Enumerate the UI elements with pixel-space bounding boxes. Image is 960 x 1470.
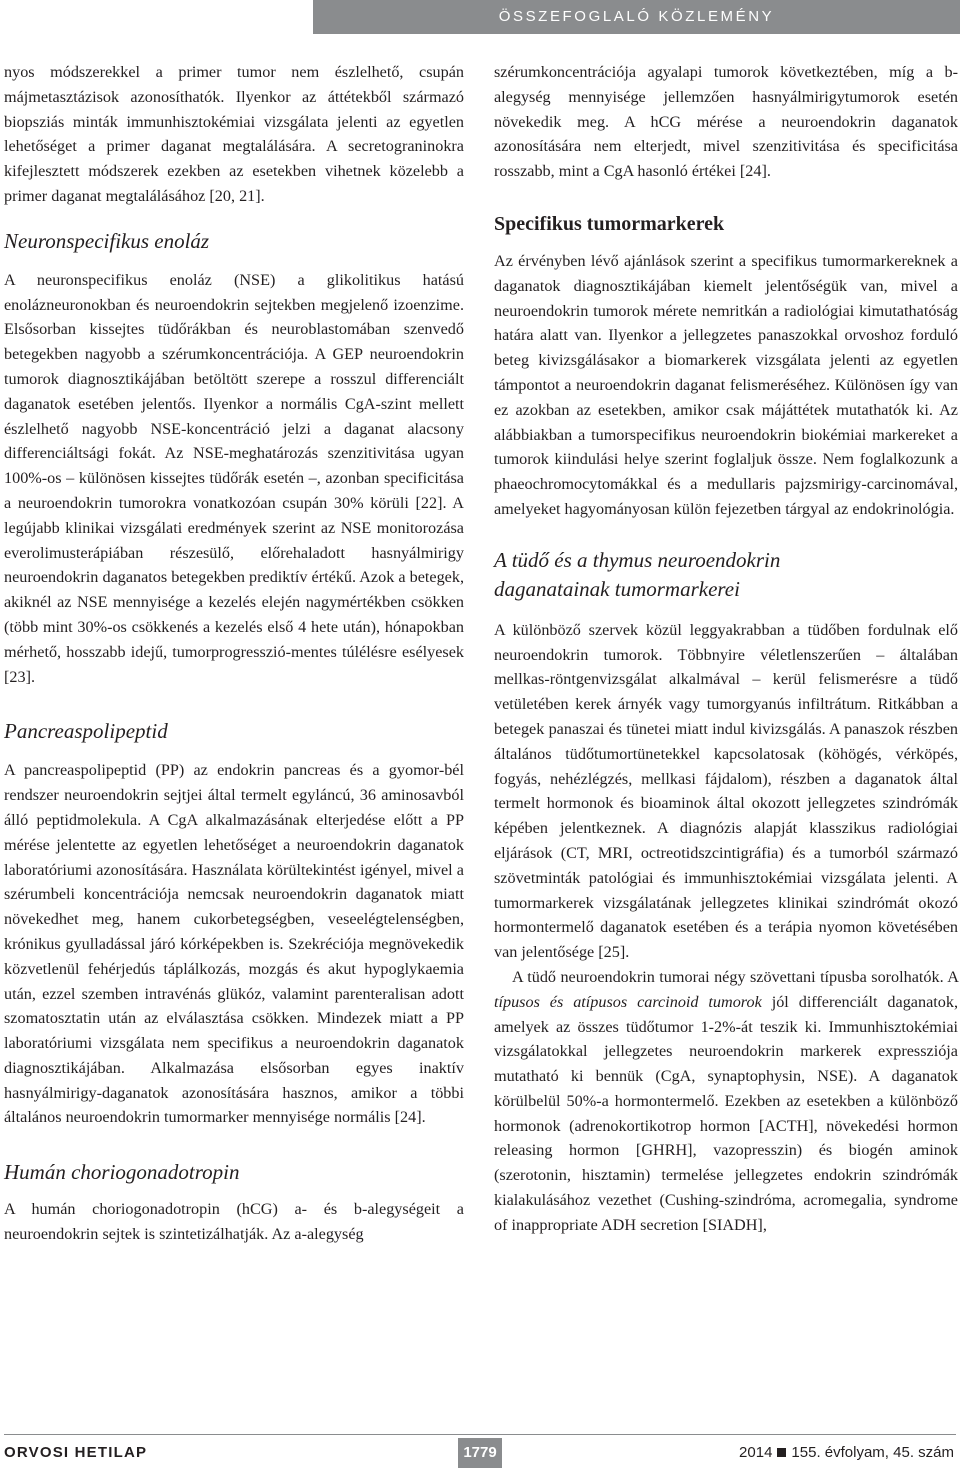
heading-pp: Pancreaspolipeptid: [4, 719, 168, 744]
heading-lung-thymus: [494, 546, 958, 604]
paragraph-lung-2: [494, 965, 958, 1238]
paragraph-specific-markers: Az érvényben lévő ajánlások szerint a specifikus tumormarkereknek a daganatok diagnosztikájában kiemelt jelentőségük van, mivel a neuroendokrin tumorok mérete nemritkán a radiológiai kimutathatóság határa alatt van. Ilyenkor a jellegzetes panaszokkal orvoshoz forduló beteg kivizsgálásakor a biomarkerek vizsgálata jelenti az egyetlen támpontot a neuroendokrin daganat felismeréséhez. Különösen így van ez azokban az esetekben, amikor csak májáttétek mutathatók ki. Az alábbiakban a tumorspecifikus neuroendokrin biokémiai markereket a tumorok kiindulási helye szerint foglaljuk össze. Nem foglalkozunk a phaeochromocytomákkal és a medullaris pajzsmirigy-carcinomával, amelyeket hagyományosan külön fejezetben tárgyal az endokrinológia.: [494, 251, 958, 518]
heading-specific-markers: Specifikus tumormarkerek: [494, 212, 725, 235]
paragraph-hcg: A humán choriogonadotropin (hCG) a- és b-alegységeit a neuroendokrin sejtek is szintetizálhatják. Az a-alegység: [4, 1200, 464, 1244]
carcinoid-emphasis: típusos és atípusos carcinoid tumorok: [494, 992, 762, 1011]
page-number: 1779: [458, 1438, 502, 1468]
paragraph-intro: nyos módszerekkel a primer tumor nem észlelhető, csupán májmetasztázisok azonosíthatók. Ilyenkor az áttétekből származó biopsziás minták immunhisztokémiai vizsgálata jelenti az egyetlen lehetőséget a primer daganat megtalálására. A secretograninokra kifejlesztett módszerek ezekben az esetekben vihetnek közelebb a primer daganat megtalálásához [20, 21].: [4, 63, 464, 205]
issue-info: [739, 1444, 954, 1461]
paragraph-lung-2-start: A tüdő neuroendokrin tumorai négy szövettani típusba sorolhatók. A: [512, 967, 958, 986]
footer-rule: [4, 1434, 956, 1435]
paragraph-lung-2-rest: jól differenciált daganatok, amelyek az összes tüdőtumor 1-2%-át teszik ki. Immunhisztokémiai vizsgálatokkal jellegzetes neuroendokrin markerek expressziója mutatható ki bennük (CgA, synaptophysin, NSE). A daganatok körülbelül 50%-a hormontermelő. Ezekben az esetekben a különböző hormonok (adrenokortikotrop hormon [ACTH], növekedési hormon releasing hormon [GHRH], vazopresszin) és biogén aminok (szerotonin, hisztamin) termelése jellegzetes endokrin szindrómák kialakulásához vezethet (Cushing-szindróma, acromegalia, syndrome of inappropriate ADH secretion [SIADH],: [494, 992, 959, 1234]
heading-hcg: Humán choriogonadotropin: [4, 1160, 240, 1185]
paragraph-nse: A neuronspecifikus enoláz (NSE) a glikolitikus hatású enolázneuronokban és neuroendokrin sejtekben megjelenő izoenzime. Elsősorban kissejtes tüdőrákban és neuroblastomában szenvedő betegekben nagyobb a szérumkoncentrációja. A GEP neuroendokrin tumorok diagnosztikájában betöltött szerepe a rosszul differenciált daganatok esetében jelentős. Ilyenkor a normális CgA-szint mellett észlelhető nagyobb NSE-koncentráció jelzi a daganat alacsony differenciáltsági fokát. Az NSE-meghatározás szenzitivitása ugyan 100%-os – különösen kissejtes tüdőrák esetén –, azonban specificitása a neuroendokrin tumorokra vonatkozóan csupán 30% körüli [22]. A legújabb klinikai vizsgálati eredmények szerint az NSE monitorozása everolimusterápiában részesülő, előrehaladott hasnyálmirigy neuroendokrin daganatos betegekben prediktív értékű. Azok a betegek, akiknél az NSE mennyisége a kezelés elején nagymértékben csökken (több mint 30%-os csökkenés a kezelés első 4 hete után), hónapokban mérhető, hosszabb idejű, tumorprogresszió-mentes túlélésre esélyesek [23].: [4, 270, 464, 686]
right-column: [494, 60, 958, 1238]
section-header-band: [313, 0, 960, 34]
journal-name: ORVOSI HETILAP: [4, 1444, 148, 1461]
issue-volume: 155. évfolyam, 45. szám: [791, 1444, 954, 1461]
square-bullet-icon: [777, 1448, 786, 1457]
page-footer: [0, 1434, 960, 1470]
heading-lung-thymus-line2: daganatainak tumormarkerei: [494, 576, 740, 601]
heading-nse: Neuronspecifikus enoláz: [4, 228, 210, 253]
paragraph-hcg-continued: szérumkoncentrációja agyalapi tumorok következtében, míg a b-alegység mennyisége jellemzően hasnyálmirigytumorok esetén növekedik meg. A hCG mérése a neuroendokrin daganatok azonosítására nem elterjedt, mivel szenzitivitása és specificitása rosszabb, mint a CgA hasonló értékei [24].: [494, 63, 958, 181]
left-column: [4, 60, 464, 1247]
paragraph-lung-1: A különböző szervek közül leggyakrabban a tüdőben fordulnak elő neuroendokrin tumorok. Többnyire véletlenszerűen – általában mellkas-röntgenvizsgálat alkalmával – kerül felismerésre a tüdő vetületében kerek árnyék vagy tumorgyanús infiltrátum. Ritkábban a betegek panaszai és tünetei miatt indul kivizsgálás. A panaszok részben általános tüdőtumortünetekkel kapcsolatosak (köhögés, vérköpés, fogyás, nehézlégzés, mellkasi fájdalom), részben a daganatok által termelt hormonok és bioaminok által okozott jellegzetes szindrómák képében jelentkeznek. A diagnózis alapját klasszikus radiológiai eljárások (CT, MRI, octreotidszcintigráfia) és a tumorból származó szövetminták patológiai és immunhisztokémiai vizsgálata jelenti. A tumormarkerek vizsgálatának jellegzetes klinikai szindrómát okozó hormontermelő daganatok esetében és a terápia nyomon követésében van jelentősége [25].: [494, 620, 958, 962]
heading-lung-thymus-line1: A tüdő és a thymus neuroendokrin: [494, 547, 781, 572]
issue-year: 2014: [739, 1444, 773, 1461]
section-label: ÖSSZEFOGLALÓ KÖZLEMÉNY: [498, 8, 775, 25]
paragraph-pp: A pancreaspolipeptid (PP) az endokrin pancreas és a gyomor-bél rendszer neuroendokrin sejtjei által termelt egyláncú, 36 aminosavból álló peptidmolekula. A CgA alkalmazásának elterjedése előtt a PP mérése jelentette az egyetlen lehetőséget a neuroendokrin daganatok laboratóriumi azonosítására. Használata körültekintést igényel, mivel a szérumbeli koncentrációja nemcsak neuroendokrin daganatok miatt növekedhet meg, hanem cukorbetegségben, veseelégtelenségben, krónikus gyulladással járó kórképekben is. Szekréciója megnövekedik közvetlenül fehérjedús táplálkozás, mozgás és akut hypoglykaemia után, ezzel szemben intravénás glükóz, valamint parenteralisan adott szomatosztatin után az elválasztása csökken. Mindezek miatt a PP laboratóriumi vizsgálata nem specifikus a neuroendokrin daganatok diagnosztikájában. Alkalmazása elsősorban egyes inaktív hasnyálmirigy-daganatok azonosítására hasznos, amikor a többi általános neuroendokrin tumormarker mennyisége normális [24].: [4, 761, 464, 1127]
